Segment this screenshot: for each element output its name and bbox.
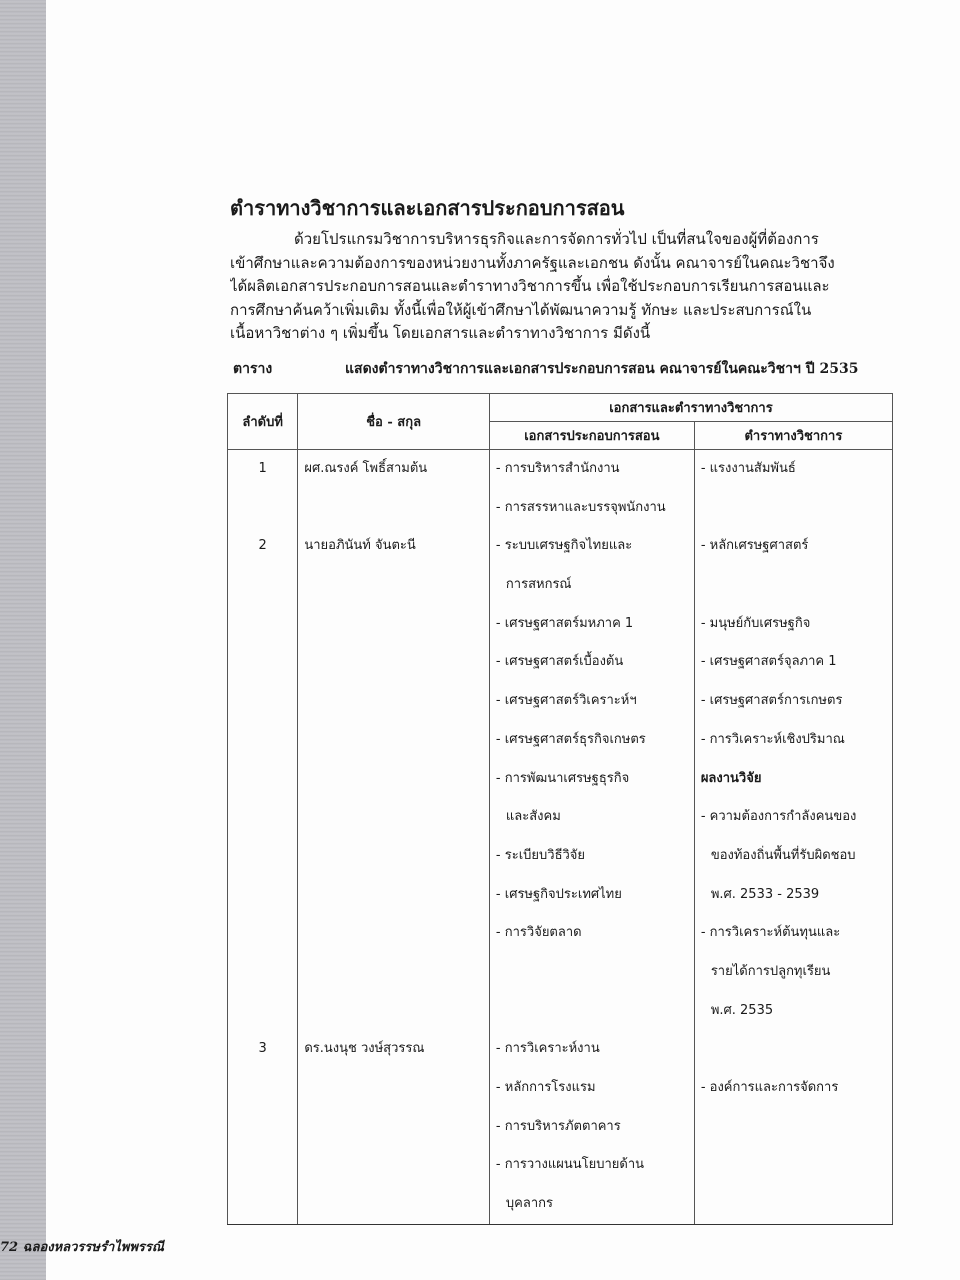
cell-text	[694, 566, 892, 605]
cell-name	[298, 992, 490, 1031]
cell-no	[228, 1185, 298, 1224]
cell-name	[298, 1146, 490, 1185]
cell-name	[298, 682, 490, 721]
list-item: พ.ศ. 2533 - 2539	[710, 886, 820, 902]
cell-doc	[489, 489, 694, 528]
list-item: - การบริหารสำนักงาน	[495, 461, 620, 476]
cell-text	[694, 489, 892, 528]
cell-text	[694, 643, 892, 682]
row-number	[234, 1069, 291, 1108]
table-row	[228, 876, 893, 915]
person-name	[304, 1108, 483, 1147]
cell-doc	[489, 527, 694, 566]
person-name: ดร.นงนุช วงษ์สุวรรณ	[304, 1041, 425, 1057]
table-row	[228, 1108, 893, 1147]
person-name	[304, 760, 483, 799]
list-item: - เศรษฐศาสตร์จุลภาค 1	[700, 654, 837, 670]
list-item: - ความต้องการกำลังคนของ	[700, 809, 857, 825]
cell-doc	[489, 1069, 694, 1108]
cell-no	[228, 992, 298, 1031]
person-name	[304, 489, 483, 528]
cell-doc	[489, 992, 694, 1031]
person-name: ผศ.ณรงค์ โพธิ์สามต้น	[304, 461, 428, 476]
cell-doc	[489, 450, 694, 489]
list-item: - องค์การและการจัดการ	[700, 1080, 839, 1095]
list-item: - เศรษฐศาสตร์การเกษตร	[700, 693, 843, 709]
paragraph-line: ด้วยโปรแกรมวิชาการบริหารธุรกิจและการจัดการทั่วไป เป็นที่สนใจของผู้ที่ต้องการ	[294, 230, 819, 248]
row-number	[234, 760, 291, 799]
cell-text	[694, 682, 892, 721]
cell-text	[694, 953, 892, 992]
header-no: ลำดับที่	[228, 394, 298, 450]
list-item: รายได้การปลูกทุเรียน	[710, 963, 831, 979]
cell-no	[228, 721, 298, 760]
cell-text	[694, 837, 892, 876]
cell-no	[228, 643, 298, 682]
cell-doc	[489, 837, 694, 876]
cell-doc	[489, 798, 694, 837]
cell-doc	[489, 914, 694, 953]
person-name: นายอภินันท์ จันตะนี	[304, 538, 416, 554]
list-item	[496, 992, 688, 1031]
row-number	[234, 876, 291, 915]
cell-doc	[489, 1030, 694, 1069]
cell-no	[228, 489, 298, 528]
cell-no	[228, 605, 298, 644]
row-number	[234, 953, 291, 992]
list-item: - เศรษฐศาสตร์วิเคราะห์ฯ	[495, 693, 637, 709]
person-name	[304, 643, 483, 682]
row-number	[234, 721, 291, 760]
table-row	[228, 1146, 893, 1185]
row-number	[234, 566, 291, 605]
list-item: - หลักเศรษฐศาสตร์	[700, 538, 809, 554]
cell-name	[298, 1108, 490, 1147]
list-item: - ระเบียบวิธีวิจัย	[495, 847, 586, 863]
cell-text	[694, 721, 892, 760]
row-number: 2	[258, 538, 267, 554]
list-item	[496, 953, 688, 992]
list-item: - การวิเคราะห์เชิงปริมาณ	[700, 731, 845, 747]
cell-name	[298, 953, 490, 992]
cell-name	[298, 566, 490, 605]
cell-text	[694, 1185, 892, 1224]
cell-name	[298, 527, 490, 566]
row-number	[234, 682, 291, 721]
list-item: - แรงงานสัมพันธ์	[700, 461, 796, 476]
table-row	[228, 605, 893, 644]
cell-name	[298, 1030, 490, 1069]
table-row	[228, 721, 893, 760]
cell-no	[228, 450, 298, 489]
list-item: - ระบบเศรษฐกิจไทยและ	[495, 538, 633, 554]
cell-text	[694, 876, 892, 915]
table-caption-label: ตาราง	[233, 361, 273, 377]
list-item: - เศรษฐศาสตร์มหภาค 1	[495, 615, 634, 631]
cell-no	[228, 1146, 298, 1185]
list-item: - การวิเคราะห์ต้นทุนและ	[700, 925, 841, 941]
cell-no	[228, 566, 298, 605]
person-name	[304, 721, 483, 760]
cell-doc	[489, 1185, 694, 1224]
cell-text	[694, 760, 892, 799]
cell-doc	[489, 643, 694, 682]
list-item: - เศรษฐศาสตร์ธุรกิจเกษตร	[495, 731, 646, 747]
person-name	[304, 798, 483, 837]
table-row	[228, 798, 893, 837]
table-caption-text: แสดงตำราทางวิชาการและเอกสารประกอบการสอน คณาจารย์ในคณะวิชาฯ ปี 2535	[345, 361, 859, 377]
list-item: - เศรษฐกิจประเทศไทย	[495, 886, 622, 902]
cell-text	[694, 1146, 892, 1185]
cell-doc	[489, 566, 694, 605]
cell-no	[228, 953, 298, 992]
table-row	[228, 953, 893, 992]
cell-name	[298, 760, 490, 799]
list-item: - การวิจัยตลาด	[495, 925, 582, 941]
cell-text	[694, 1108, 892, 1147]
cell-name	[298, 605, 490, 644]
row-number	[234, 489, 291, 528]
person-name	[304, 1069, 483, 1108]
paragraph-line: เข้าศึกษาและความต้องการของหน่วยงานทั้งภาครัฐและเอกชน ดังนั้น คณาจารย์ในคณะวิชาจึง	[230, 253, 835, 272]
intro-paragraph	[230, 228, 898, 346]
list-item: พ.ศ. 2535	[710, 1002, 774, 1018]
section-title: ตำราทางวิชาการและเอกสารประกอบการสอน	[230, 196, 625, 220]
paragraph-line: เนื้อหาวิชาต่าง ๆ เพิ่มขึ้น โดยเอกสารและตำราทางวิชาการ มีดังนี้	[230, 324, 651, 342]
cell-doc	[489, 1146, 694, 1185]
person-name	[304, 876, 483, 915]
cell-no	[228, 1069, 298, 1108]
list-item: - การพัฒนาเศรษฐธุรกิจ	[495, 770, 630, 786]
list-item: - การบริหารภัตตาคาร	[495, 1118, 621, 1134]
table-row	[228, 682, 893, 721]
cell-doc	[489, 876, 694, 915]
documents-table	[227, 393, 893, 1225]
header-group: เอกสารและตำราทางวิชาการ	[489, 394, 892, 422]
scan-binding-strip	[0, 0, 46, 1280]
cell-text	[694, 798, 892, 837]
row-number	[234, 914, 291, 953]
cell-doc	[489, 682, 694, 721]
table-row	[228, 1069, 893, 1108]
paragraph-line: การศึกษาค้นคว้าเพิ่มเติม ทั้งนี้เพื่อให้ผู้เข้าศึกษาได้พัฒนาความรู้ ทักษะ และประสบการณ์ใน	[230, 300, 812, 319]
table-row	[228, 527, 893, 566]
cell-no	[228, 760, 298, 799]
list-item	[701, 489, 886, 528]
table-row	[228, 914, 893, 953]
row-number	[234, 798, 291, 837]
cell-text	[694, 1030, 892, 1069]
list-item: - การสรรหาและบรรจุพนักงาน	[495, 499, 666, 515]
person-name	[304, 682, 483, 721]
person-name	[304, 953, 483, 992]
cell-no	[228, 837, 298, 876]
person-name	[304, 605, 483, 644]
table-body	[228, 450, 893, 1225]
row-number	[234, 992, 291, 1031]
cell-doc	[489, 953, 694, 992]
cell-name	[298, 489, 490, 528]
table-row	[228, 760, 893, 799]
table-row	[228, 1185, 893, 1224]
cell-name	[298, 1185, 490, 1224]
table-row	[228, 566, 893, 605]
person-name	[304, 566, 483, 605]
cell-doc	[489, 721, 694, 760]
list-item: - การวางแผนนโยบายด้าน	[495, 1157, 645, 1173]
table-row	[228, 992, 893, 1031]
cell-name	[298, 450, 490, 489]
header-docs: เอกสารประกอบการสอน	[489, 422, 694, 450]
row-number: 3	[258, 1041, 267, 1057]
header-texts: ตำราทางวิชาการ	[694, 422, 892, 450]
cell-name	[298, 1069, 490, 1108]
paragraph-line: ได้ผลิตเอกสารประกอบการสอนและตำราทางวิชาการขึ้น เพื่อใช้ประกอบการเรียนการสอนและ	[230, 277, 830, 295]
cell-name	[298, 721, 490, 760]
header-name: ชื่อ - สกุล	[298, 394, 490, 450]
list-item: - เศรษฐศาสตร์เบื้องต้น	[495, 654, 624, 670]
list-item: - การวิเคราะห์งาน	[495, 1041, 600, 1057]
person-name	[304, 992, 483, 1031]
cell-no	[228, 876, 298, 915]
page-footer: 72 ฉลองหลวรรษรำไพพรรณี	[0, 1240, 164, 1255]
person-name	[304, 1185, 483, 1224]
row-number	[234, 1185, 291, 1224]
table-row	[228, 489, 893, 528]
cell-no	[228, 682, 298, 721]
cell-doc	[489, 1108, 694, 1147]
row-number: 1	[258, 461, 267, 476]
table-row	[228, 643, 893, 682]
cell-text	[694, 1069, 892, 1108]
list-item	[701, 1108, 886, 1147]
row-number	[234, 605, 291, 644]
cell-name	[298, 837, 490, 876]
row-number	[234, 1146, 291, 1185]
person-name	[304, 837, 483, 876]
row-number	[234, 643, 291, 682]
person-name	[304, 1146, 483, 1185]
cell-no	[228, 1030, 298, 1069]
cell-no	[228, 798, 298, 837]
cell-no	[228, 1108, 298, 1147]
list-item	[701, 566, 886, 605]
list-item: ของท้องถิ่นพื้นที่รับผิดชอบ	[710, 847, 856, 863]
cell-text	[694, 450, 892, 489]
cell-text	[694, 914, 892, 953]
list-item: การสหกรณ์	[505, 577, 572, 593]
cell-name	[298, 643, 490, 682]
cell-text	[694, 992, 892, 1031]
cell-name	[298, 798, 490, 837]
list-item	[701, 1146, 886, 1185]
list-item: - มนุษย์กับเศรษฐกิจ	[700, 615, 811, 631]
list-item: ผลงานวิจัย	[700, 770, 762, 786]
list-item: บุคลากร	[505, 1196, 553, 1212]
list-item	[701, 1185, 886, 1224]
person-name	[304, 914, 483, 953]
list-item: - หลักการโรงแรม	[495, 1080, 596, 1095]
cell-text	[694, 605, 892, 644]
row-number	[234, 837, 291, 876]
cell-name	[298, 914, 490, 953]
row-number	[234, 1108, 291, 1147]
cell-text	[694, 527, 892, 566]
cell-no	[228, 527, 298, 566]
cell-doc	[489, 760, 694, 799]
table-row	[228, 1030, 893, 1069]
cell-doc	[489, 605, 694, 644]
table-row	[228, 450, 893, 489]
list-item	[701, 1030, 886, 1069]
cell-name	[298, 876, 490, 915]
table-row	[228, 837, 893, 876]
cell-no	[228, 914, 298, 953]
list-item: และสังคม	[505, 809, 561, 825]
